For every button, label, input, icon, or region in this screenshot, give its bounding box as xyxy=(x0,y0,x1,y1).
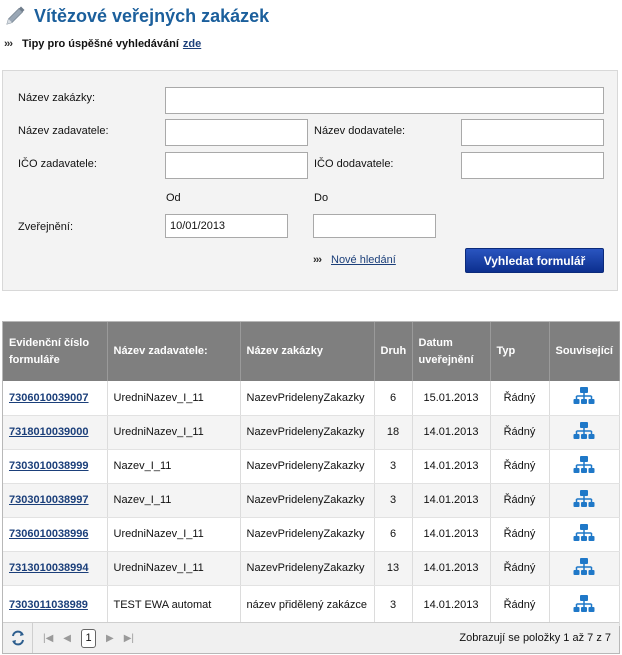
hierarchy-icon xyxy=(573,455,595,475)
prev-page-icon[interactable]: ◀ xyxy=(63,632,71,644)
hierarchy-icon xyxy=(573,489,595,509)
table-row xyxy=(3,415,619,449)
table-header-row xyxy=(3,322,619,381)
double-chevron-icon: ››› xyxy=(4,38,12,50)
cell-datum: 14.01.2013 xyxy=(412,415,490,449)
cell-zadavatel: UredniNazev_I_11 xyxy=(107,381,240,415)
cell-typ: Řádný xyxy=(490,551,549,585)
cell-souvisejici[interactable] xyxy=(549,517,619,551)
cell-typ: Řádný xyxy=(490,585,549,625)
cell-typ: Řádný xyxy=(490,483,549,517)
cell-zakazka: název přidělený zakázce xyxy=(240,585,374,625)
zverejneni-do-input[interactable] xyxy=(313,214,436,238)
cell-datum: 14.01.2013 xyxy=(412,449,490,483)
ico-dodavatele-input[interactable] xyxy=(461,152,604,179)
hierarchy-icon xyxy=(573,557,595,577)
form-number-link[interactable]: 7306010039007 xyxy=(9,391,89,404)
cell-evidencni xyxy=(3,483,107,517)
search-button[interactable]: Vyhledat formulář xyxy=(465,248,604,273)
cell-zakazka: NazevPridelenyZakazky xyxy=(240,415,374,449)
cell-souvisejici[interactable] xyxy=(549,449,619,483)
od-label: Od xyxy=(166,192,181,204)
cell-zakazka: NazevPridelenyZakazky xyxy=(240,381,374,415)
col-typ[interactable]: Typ xyxy=(490,322,549,381)
refresh-icon xyxy=(10,630,26,646)
tips-text: Tipy pro úspěšné vyhledávání xyxy=(22,38,179,50)
cell-druh: 6 xyxy=(374,381,412,415)
results-grid xyxy=(2,321,620,654)
table-row xyxy=(3,517,619,551)
nazev-dodavatele-label: Název dodavatele: xyxy=(314,125,406,137)
do-label: Do xyxy=(314,192,329,204)
cell-datum: 15.01.2013 xyxy=(412,381,490,415)
form-number-link[interactable]: 7306010038996 xyxy=(9,528,89,540)
pager-info: Zobrazují se položky 1 až 7 z 7 xyxy=(459,632,611,644)
form-number-link[interactable]: 7303010038999 xyxy=(9,460,89,472)
nove-hledani-link[interactable]: Nové hledání xyxy=(331,254,396,266)
cell-zakazka: NazevPridelenyZakazky xyxy=(240,551,374,585)
nazev-zakazky-input[interactable] xyxy=(165,87,604,114)
cell-souvisejici[interactable] xyxy=(549,415,619,449)
cell-souvisejici[interactable] xyxy=(549,551,619,585)
zverejneni-od-input[interactable] xyxy=(165,214,288,238)
pager xyxy=(3,622,619,653)
refresh-button[interactable] xyxy=(3,623,33,653)
first-page-icon[interactable]: |◀ xyxy=(43,632,54,644)
cell-evidencni xyxy=(3,381,107,415)
hierarchy-icon xyxy=(573,523,595,543)
nove-hledani-row xyxy=(313,254,396,266)
nazev-zadavatele-input[interactable] xyxy=(165,119,308,146)
form-number-link[interactable]: 7318010039000 xyxy=(9,426,89,438)
nazev-zakazky-label: Název zakázky: xyxy=(18,92,96,104)
ico-zadavatele-label: IČO zadavatele: xyxy=(18,158,97,170)
cell-evidencni xyxy=(3,585,107,625)
cell-zakazka: NazevPridelenyZakazky xyxy=(240,517,374,551)
cell-zakazka: NazevPridelenyZakazky xyxy=(240,449,374,483)
ico-dodavatele-label: IČO dodavatele: xyxy=(314,158,394,170)
cell-souvisejici[interactable] xyxy=(549,585,619,625)
search-panel xyxy=(2,70,618,291)
col-evidencni-cislo[interactable]: Evidenční číslo formuláře xyxy=(3,322,107,381)
form-number-link[interactable]: 7313010038994 xyxy=(9,562,89,574)
cell-druh: 3 xyxy=(374,449,412,483)
last-page-icon[interactable]: ▶| xyxy=(123,632,134,644)
hierarchy-icon xyxy=(573,594,595,614)
cell-typ: Řádný xyxy=(490,415,549,449)
zverejneni-label: Zveřejnění: xyxy=(18,221,74,233)
table-row xyxy=(3,551,619,585)
col-datum-uverejneni[interactable]: Datum uveřejnění xyxy=(412,322,490,381)
cell-evidencni xyxy=(3,415,107,449)
ico-zadavatele-input[interactable] xyxy=(165,152,308,179)
cell-druh: 3 xyxy=(374,483,412,517)
hierarchy-icon xyxy=(573,421,595,441)
cell-druh: 18 xyxy=(374,415,412,449)
hierarchy-icon xyxy=(573,386,595,406)
nazev-dodavatele-input[interactable] xyxy=(461,119,604,146)
cell-souvisejici[interactable] xyxy=(549,483,619,517)
cell-zakazka: NazevPridelenyZakazky xyxy=(240,483,374,517)
col-souvisejici[interactable]: Související xyxy=(549,322,619,381)
cell-zadavatel: TEST EWA automat xyxy=(107,585,240,625)
col-nazev-zakazky[interactable]: Název zakázky xyxy=(240,322,374,381)
title-row xyxy=(4,3,269,29)
nazev-zadavatele-label: Název zadavatele: xyxy=(18,125,109,137)
cell-souvisejici[interactable] xyxy=(549,381,619,415)
table-row xyxy=(3,381,619,415)
cell-evidencni xyxy=(3,517,107,551)
next-page-icon[interactable]: ▶ xyxy=(106,632,114,644)
form-number-link[interactable]: 7303010038997 xyxy=(9,494,89,506)
cell-druh: 13 xyxy=(374,551,412,585)
cell-druh: 3 xyxy=(374,585,412,625)
pencil-icon xyxy=(4,5,26,27)
cell-typ: Řádný xyxy=(490,517,549,551)
cell-evidencni xyxy=(3,551,107,585)
form-number-link[interactable]: 7303011038989 xyxy=(9,599,88,611)
cell-datum: 14.01.2013 xyxy=(412,551,490,585)
table-row xyxy=(3,585,619,625)
cell-zadavatel: UredniNazev_I_11 xyxy=(107,415,240,449)
cell-zadavatel: UredniNazev_I_11 xyxy=(107,517,240,551)
cell-evidencni xyxy=(3,449,107,483)
table-row xyxy=(3,483,619,517)
cell-druh: 6 xyxy=(374,517,412,551)
cell-datum: 14.01.2013 xyxy=(412,483,490,517)
cell-typ: Řádný xyxy=(490,381,549,415)
results-table xyxy=(3,322,620,626)
current-page[interactable]: 1 xyxy=(81,629,96,648)
col-druh[interactable]: Druh xyxy=(374,322,412,381)
page-title: Vítězové veřejných zakázek xyxy=(34,5,270,26)
double-chevron-icon: ››› xyxy=(313,254,321,266)
cell-zadavatel: UredniNazev_I_11 xyxy=(107,551,240,585)
pager-nav xyxy=(43,629,134,648)
cell-zadavatel: Nazev_I_11 xyxy=(107,483,240,517)
cell-zadavatel: Nazev_I_11 xyxy=(107,449,240,483)
cell-datum: 14.01.2013 xyxy=(412,517,490,551)
cell-datum: 14.01.2013 xyxy=(412,585,490,625)
col-nazev-zadavatele[interactable]: Název zadavatele: xyxy=(107,322,240,381)
table-row xyxy=(3,449,619,483)
cell-typ: Řádný xyxy=(490,449,549,483)
tips-row xyxy=(4,38,201,50)
tips-link[interactable]: zde xyxy=(182,38,202,50)
